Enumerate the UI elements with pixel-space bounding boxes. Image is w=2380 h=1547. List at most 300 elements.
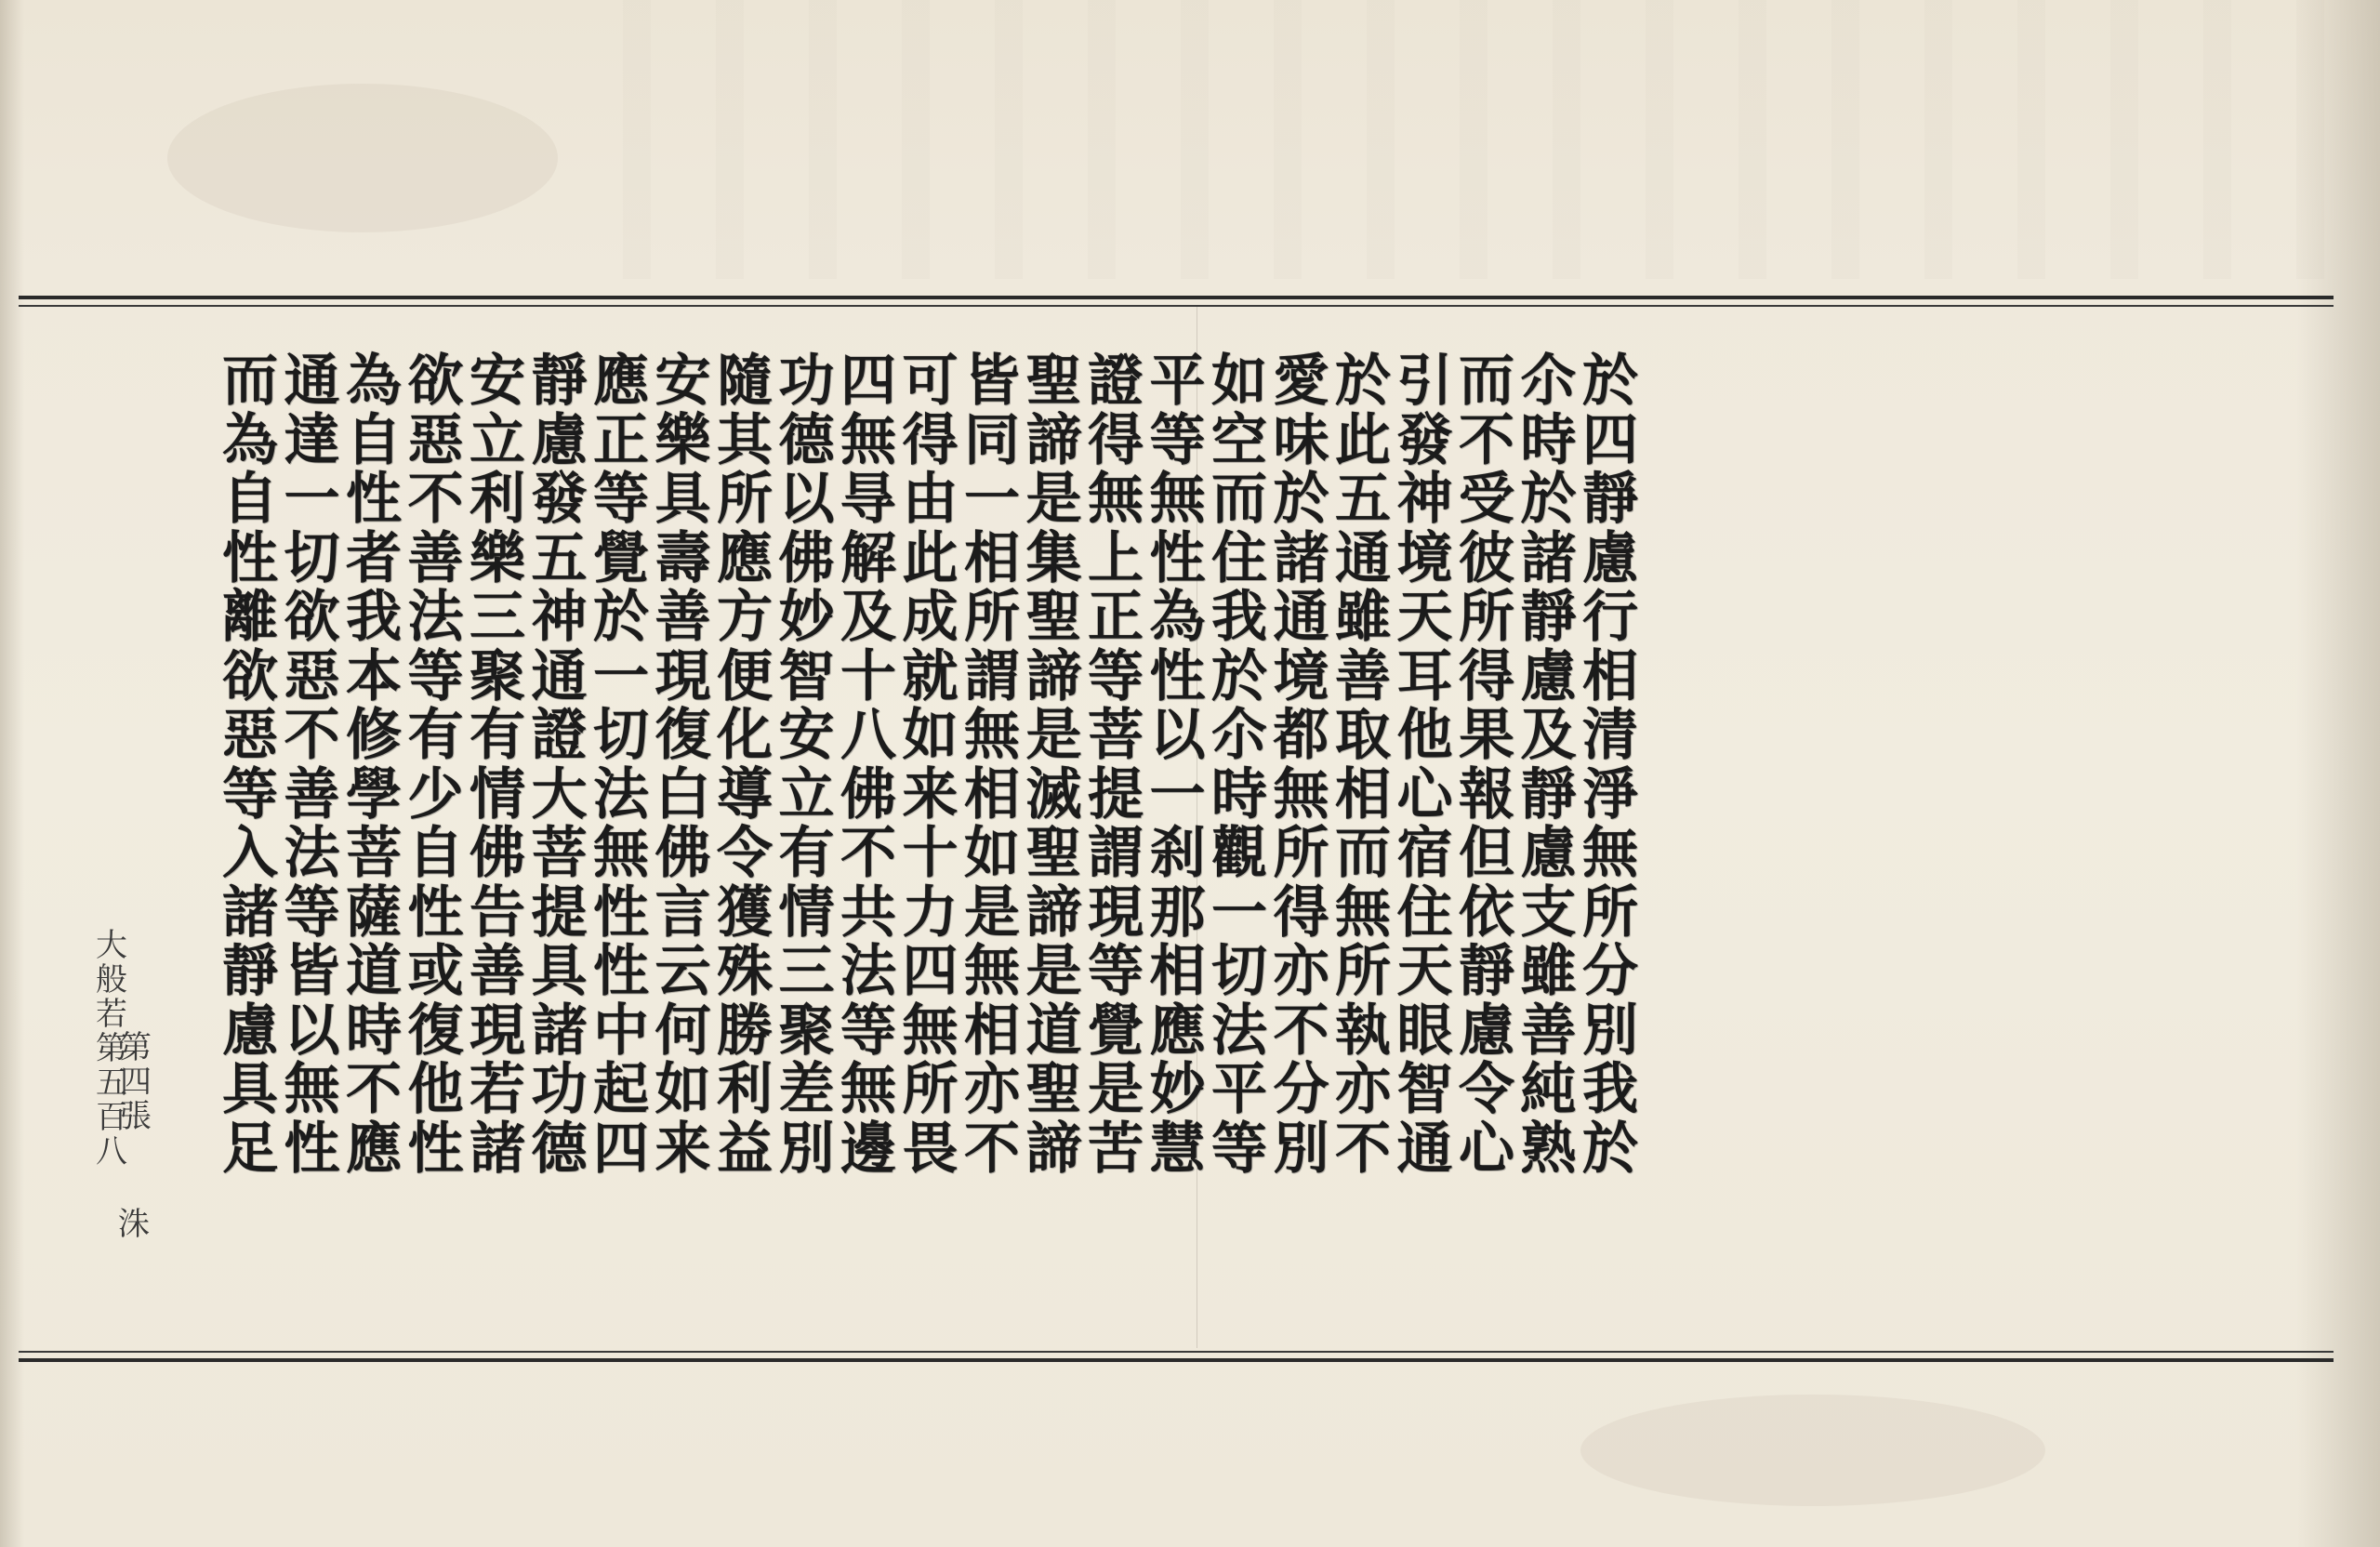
glyph: 時	[1520, 407, 1577, 473]
glyph: 相	[964, 761, 1020, 827]
glyph: 無	[840, 407, 896, 473]
glyph: 復	[654, 703, 711, 768]
text-column	[341, 349, 406, 1182]
glyph: 何	[654, 998, 711, 1064]
glyph: 便	[717, 643, 773, 709]
glyph: 解	[840, 525, 896, 591]
glyph: 無	[1335, 879, 1391, 945]
glyph: 得	[1088, 407, 1144, 473]
glyph: 如	[964, 821, 1020, 886]
glyph: 聚	[778, 998, 835, 1064]
glyph: 尒	[1520, 349, 1577, 414]
glyph: 復	[407, 998, 464, 1064]
glyph: 五	[96, 1064, 127, 1102]
glyph: 性	[593, 939, 649, 1004]
paper-stain	[1580, 1395, 2045, 1506]
glyph: 同	[964, 407, 1020, 473]
glyph: 尒	[1211, 703, 1267, 768]
glyph: 善	[654, 585, 711, 650]
glyph: 支	[1520, 879, 1577, 945]
glyph: 八	[96, 1133, 127, 1170]
glyph: 八	[840, 703, 896, 768]
glyph: 十	[902, 821, 959, 886]
glyph: 第	[96, 1030, 127, 1067]
glyph: 通	[531, 643, 588, 709]
glyph: 令	[717, 821, 773, 886]
glyph: 應	[717, 525, 773, 591]
glyph: 妙	[1149, 1057, 1206, 1122]
glyph: 四	[840, 349, 896, 414]
glyph: 靜	[1459, 939, 1514, 1004]
glyph: 如	[902, 703, 959, 768]
glyph: 正	[1088, 585, 1144, 650]
glyph: 別	[1582, 998, 1638, 1064]
glyph: 法	[1211, 998, 1267, 1064]
glyph: 心	[1396, 761, 1453, 827]
glyph: 離	[222, 585, 278, 650]
glyph: 一	[1149, 761, 1206, 827]
glyph: 諦	[1025, 407, 1082, 473]
glyph: 立	[778, 761, 835, 827]
glyph: 所	[902, 1057, 959, 1122]
glyph: 惡	[407, 407, 464, 473]
glyph: 安	[654, 349, 711, 414]
text-column	[1516, 349, 1581, 1182]
glyph: 於	[1582, 1116, 1638, 1182]
glyph: 別	[1273, 1116, 1329, 1182]
glyph: 諸	[1520, 525, 1577, 591]
glyph: 由	[902, 467, 959, 532]
glyph: 諸	[222, 879, 278, 945]
glyph: 聖	[1025, 585, 1082, 650]
glyph: 少	[407, 761, 464, 827]
glyph: 佛	[654, 821, 711, 886]
glyph: 他	[407, 1057, 464, 1122]
glyph: 五	[1335, 467, 1391, 532]
text-column	[651, 349, 716, 1182]
glyph: 十	[840, 643, 896, 709]
glyph: 那	[1149, 879, 1206, 945]
glyph: 清	[1582, 703, 1638, 768]
glyph: 道	[346, 939, 402, 1004]
glyph: 別	[778, 1116, 835, 1182]
glyph: 或	[407, 939, 464, 1004]
text-column	[1207, 349, 1272, 1182]
glyph: 發	[531, 467, 588, 532]
glyph: 皆	[964, 349, 1020, 414]
text-column	[898, 349, 963, 1182]
text-column	[1145, 349, 1210, 1182]
glyph: 善	[1335, 643, 1391, 709]
glyph: 等	[407, 643, 464, 709]
glyph: 本	[346, 643, 402, 709]
glyph: 令	[1459, 1057, 1514, 1122]
glyph: 情	[469, 761, 525, 827]
glyph: 皆	[284, 939, 340, 1004]
glyph: 利	[469, 467, 525, 532]
text-column	[1269, 349, 1334, 1182]
glyph: 於	[1335, 349, 1391, 414]
glyph: 自	[407, 821, 464, 886]
glyph: 自	[222, 467, 278, 532]
glyph: 心	[1459, 1116, 1514, 1182]
glyph: 我	[1582, 1057, 1638, 1122]
glyph: 證	[1088, 349, 1144, 414]
glyph: 分	[1582, 939, 1638, 1004]
glyph: 相	[964, 998, 1020, 1064]
glyph: 化	[717, 703, 773, 768]
glyph: 上	[1088, 525, 1144, 591]
glyph: 是	[1025, 939, 1082, 1004]
glyph: 無	[1273, 761, 1329, 827]
glyph: 淨	[1582, 761, 1638, 827]
glyph: 天	[1396, 585, 1453, 650]
glyph: 四	[1582, 407, 1638, 473]
glyph: 依	[1459, 879, 1514, 945]
glyph: 所	[1273, 821, 1329, 886]
glyph: 三	[469, 585, 525, 650]
glyph: 白	[654, 761, 711, 827]
glyph: 報	[1459, 761, 1514, 827]
glyph: 應	[593, 349, 649, 414]
glyph: 妙	[778, 585, 835, 650]
glyph: 覺	[593, 525, 649, 591]
glyph: 善	[284, 761, 340, 827]
glyph: 於	[1273, 467, 1329, 532]
glyph: 靜	[222, 939, 278, 1004]
glyph: 於	[1582, 349, 1638, 414]
glyph: 學	[346, 761, 402, 827]
glyph: 性	[346, 467, 402, 532]
glyph: 有	[778, 821, 835, 886]
glyph: 滅	[1025, 761, 1082, 827]
glyph: 無	[1088, 467, 1144, 532]
glyph: 時	[1211, 761, 1267, 827]
glyph: 以	[778, 467, 835, 532]
glyph: 境	[1273, 643, 1329, 709]
glyph: 雖	[1520, 939, 1577, 1004]
glyph: 相	[964, 525, 1020, 591]
glyph: 智	[778, 643, 835, 709]
glyph: 為	[346, 349, 402, 414]
glyph: 性	[1149, 525, 1206, 591]
glyph: 聖	[1025, 1057, 1082, 1122]
text-column	[527, 349, 592, 1182]
text-column	[403, 349, 469, 1182]
paper-stain	[167, 84, 558, 232]
glyph: 性	[1149, 643, 1206, 709]
glyph: 足	[222, 1116, 278, 1182]
glyph: 不	[964, 1116, 1020, 1182]
glyph: 眼	[1396, 998, 1453, 1064]
glyph: 一	[1211, 879, 1267, 945]
glyph: 不	[840, 821, 896, 886]
glyph: 取	[1335, 703, 1391, 768]
glyph: 分	[1273, 1057, 1329, 1122]
glyph: 刹	[1149, 821, 1206, 886]
glyph: 壽	[654, 525, 711, 591]
glyph: 集	[1025, 525, 1082, 591]
glyph: 彼	[1459, 525, 1514, 591]
bleed-through-shadow	[558, 0, 2324, 279]
glyph: 平	[1211, 1057, 1267, 1122]
glyph: 是	[1025, 703, 1082, 768]
glyph: 果	[1459, 703, 1514, 768]
glyph: 提	[531, 879, 588, 945]
glyph: 一	[593, 643, 649, 709]
glyph: 樂	[469, 525, 525, 591]
glyph: 空	[1211, 407, 1267, 473]
glyph: 達	[284, 407, 340, 473]
glyph: 我	[1211, 585, 1267, 650]
glyph: 慮	[1520, 643, 1577, 709]
glyph: 無	[902, 998, 959, 1064]
glyph: 證	[531, 703, 588, 768]
glyph: 於	[1211, 643, 1267, 709]
glyph: 通	[1273, 585, 1329, 650]
glyph: 亦	[1273, 939, 1329, 1004]
glyph: 自	[346, 407, 402, 473]
glyph: 現	[1088, 879, 1144, 945]
glyph: 引	[1396, 349, 1453, 414]
glyph: 我	[346, 585, 402, 650]
glyph: 提	[1088, 761, 1144, 827]
glyph: 言	[654, 879, 711, 945]
glyph: 畏	[902, 1116, 959, 1182]
glyph: 是	[1025, 467, 1082, 532]
glyph: 等	[284, 879, 340, 945]
glyph: 入	[222, 821, 278, 886]
glyph: 獲	[717, 879, 773, 945]
glyph: 般	[96, 961, 127, 998]
glyph: 而	[1211, 467, 1267, 532]
glyph: 其	[717, 407, 773, 473]
text-column	[280, 349, 345, 1182]
glyph: 執	[1335, 998, 1391, 1064]
glyph: 善	[407, 525, 464, 591]
glyph: 法	[593, 761, 649, 827]
glyph: 等	[1088, 643, 1144, 709]
glyph: 百	[96, 1099, 127, 1136]
text-column	[1454, 349, 1519, 1182]
glyph: 法	[840, 939, 896, 1004]
glyph: 㝵	[840, 467, 896, 532]
glyph: 等	[222, 761, 278, 827]
glyph: 安	[778, 703, 835, 768]
glyph: 無	[593, 821, 649, 886]
glyph: 来	[654, 1116, 711, 1182]
glyph: 純	[1520, 1057, 1577, 1122]
glyph: 無	[1149, 467, 1206, 532]
glyph: 現	[654, 643, 711, 709]
glyph: 所	[1335, 939, 1391, 1004]
glyph: 等	[840, 998, 896, 1064]
glyph: 受	[1459, 467, 1514, 532]
glyph: 無	[964, 939, 1020, 1004]
glyph: 菩	[531, 821, 588, 886]
glyph: 欲	[284, 585, 340, 650]
glyph: 得	[1459, 643, 1514, 709]
glyph: 靜	[1520, 761, 1577, 827]
glyph: 聖	[1025, 821, 1082, 886]
text-column	[836, 349, 901, 1182]
glyph: 善	[1520, 998, 1577, 1064]
glyph: 慮	[1582, 525, 1638, 591]
glyph: 云	[654, 939, 711, 1004]
glyph: 一	[284, 467, 340, 532]
glyph: 等	[593, 467, 649, 532]
glyph: 殊	[717, 939, 773, 1004]
text-column	[712, 349, 777, 1182]
glyph: 聚	[469, 643, 525, 709]
glyph: 德	[778, 407, 835, 473]
glyph: 宿	[1396, 821, 1453, 886]
glyph: 起	[593, 1057, 649, 1122]
glyph: 力	[902, 879, 959, 945]
glyph: 德	[531, 1116, 588, 1182]
glyph: 成	[902, 585, 959, 650]
glyph: 無	[1582, 821, 1638, 886]
glyph: 不	[1459, 407, 1514, 473]
glyph: 雖	[1335, 585, 1391, 650]
glyph: 善	[469, 939, 525, 1004]
glyph: 四	[593, 1116, 649, 1182]
glyph: 安	[469, 349, 525, 414]
glyph: 四	[902, 939, 959, 1004]
glyph: 都	[1273, 703, 1329, 768]
glyph: 道	[1025, 998, 1082, 1064]
text-column	[774, 349, 840, 1182]
glyph: 神	[531, 585, 588, 650]
glyph: 境	[1396, 525, 1453, 591]
glyph: 於	[1520, 467, 1577, 532]
glyph: 菩	[346, 821, 402, 886]
glyph: 行	[1582, 585, 1638, 650]
glyph: 所	[964, 585, 1020, 650]
glyph: 諦	[1025, 879, 1082, 945]
glyph: 切	[593, 703, 649, 768]
glyph: 是	[964, 879, 1020, 945]
glyph: 相	[1149, 939, 1206, 1004]
glyph: 惡	[284, 643, 340, 709]
glyph: 慮	[1520, 821, 1577, 886]
glyph: 無	[840, 1057, 896, 1122]
glyph: 功	[778, 349, 835, 414]
glyph: 差	[778, 1057, 835, 1122]
glyph: 靜	[531, 349, 588, 414]
glyph: 諸	[1273, 525, 1329, 591]
glyph: 隨	[717, 349, 773, 414]
glyph: 相	[1582, 643, 1638, 709]
glyph: 法	[407, 585, 464, 650]
glyph: 耳	[1396, 643, 1453, 709]
glyph: 等	[1211, 1116, 1267, 1182]
glyph: 不	[346, 1057, 402, 1122]
glyph: 神	[1396, 467, 1453, 532]
glyph: 熟	[1520, 1116, 1577, 1182]
glyph: 方	[717, 585, 773, 650]
glyph: 性	[407, 879, 464, 945]
glyph: 具	[222, 1057, 278, 1122]
glyph: 切	[1211, 939, 1267, 1004]
glyph: 等	[1088, 939, 1144, 1004]
glyph: 相	[1335, 761, 1391, 827]
text-column	[1330, 349, 1395, 1182]
glyph: 佛	[469, 821, 525, 886]
text-column	[1393, 349, 1458, 1182]
glyph: 所	[1459, 585, 1514, 650]
glyph: 功	[531, 1057, 588, 1122]
glyph: 所	[717, 467, 773, 532]
glyph: 勝	[717, 998, 773, 1064]
text-column	[1083, 349, 1148, 1182]
glyph: 告	[469, 879, 525, 945]
glyph: 諦	[1025, 1116, 1082, 1182]
glyph: 觀	[1211, 821, 1267, 886]
glyph: 此	[902, 525, 959, 591]
glyph: 天	[1396, 939, 1453, 1004]
glyph: 張	[120, 1098, 152, 1135]
glyph: 修	[346, 703, 402, 768]
glyph: 他	[1396, 703, 1453, 768]
glyph: 愛	[1273, 349, 1329, 414]
glyph: 可	[902, 349, 959, 414]
glyph: 導	[717, 761, 773, 827]
glyph: 性	[284, 1116, 340, 1182]
carver-mark	[115, 1206, 152, 1243]
glyph: 而	[222, 349, 278, 414]
glyph: 諸	[469, 1116, 525, 1182]
glyph: 欲	[407, 349, 464, 414]
text-column	[1022, 349, 1087, 1182]
glyph: 慮	[1459, 998, 1514, 1064]
glyph: 及	[840, 585, 896, 650]
glyph: 通	[1335, 525, 1391, 591]
glyph: 而	[1335, 821, 1391, 886]
glyph: 味	[1273, 407, 1329, 473]
glyph: 時	[346, 998, 402, 1064]
glyph: 就	[902, 643, 959, 709]
glyph: 欲	[222, 643, 278, 709]
glyph: 具	[531, 939, 588, 1004]
glyph: 五	[531, 525, 588, 591]
glyph: 来	[902, 761, 959, 827]
glyph: 立	[469, 407, 525, 473]
glyph: 有	[469, 703, 525, 768]
glyph: 為	[1149, 585, 1206, 650]
glyph: 不	[1273, 998, 1329, 1064]
glyph: 住	[1396, 879, 1453, 945]
glyph: 情	[778, 879, 835, 945]
glyph: 以	[284, 998, 340, 1064]
glyph: 中	[593, 998, 649, 1064]
text-column	[1578, 349, 1643, 1182]
glyph: 所	[1582, 879, 1638, 945]
glyph: 若	[469, 1057, 525, 1122]
glyph: 得	[902, 407, 959, 473]
glyph: 三	[778, 939, 835, 1004]
glyph: 若	[96, 996, 127, 1033]
glyph: 而	[1459, 349, 1514, 414]
glyph: 此	[1335, 407, 1391, 473]
glyph: 苦	[1088, 1116, 1144, 1182]
glyph: 樂	[654, 407, 711, 473]
text-column	[959, 349, 1025, 1182]
glyph: 謂	[964, 643, 1020, 709]
glyph: 等	[1149, 407, 1206, 473]
glyph: 靜	[1582, 467, 1638, 532]
glyph: 利	[717, 1057, 773, 1122]
